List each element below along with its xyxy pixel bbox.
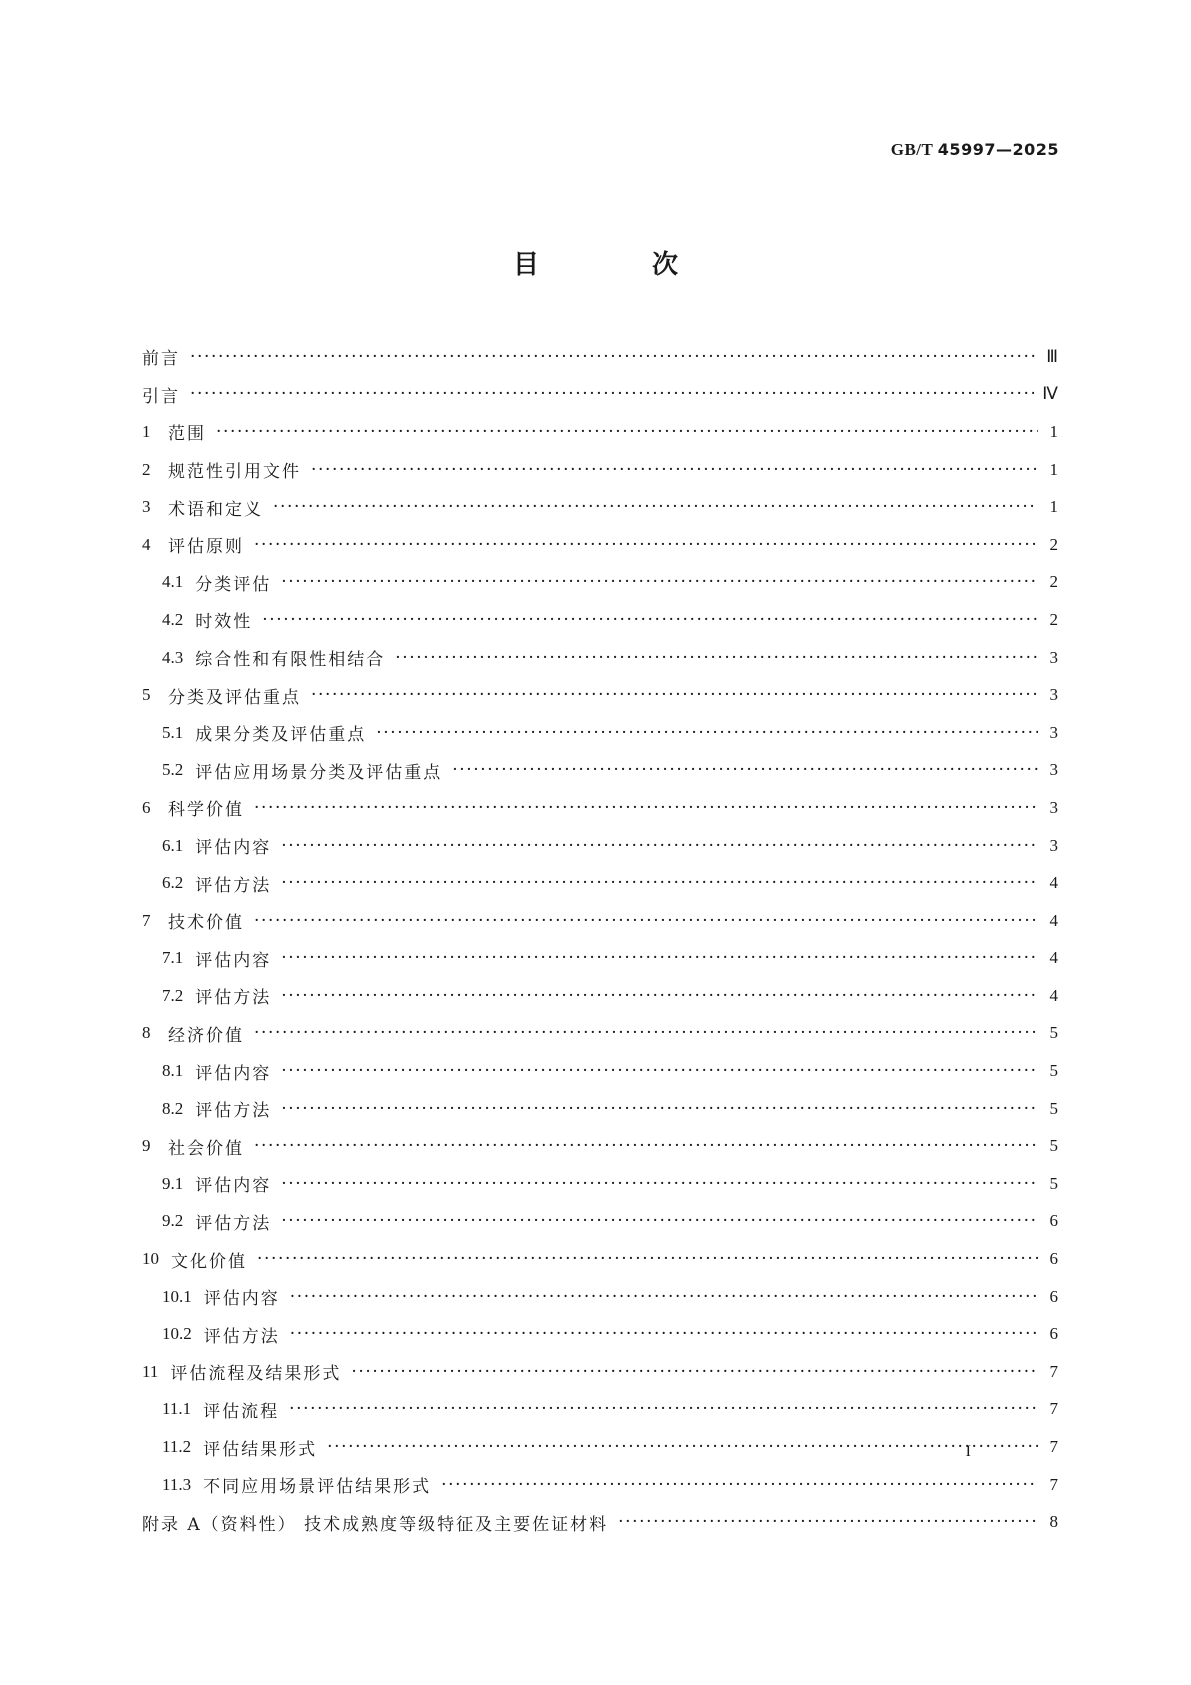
toc-section-number: 6.1 xyxy=(162,835,184,855)
toc-page-number: 5 xyxy=(1049,1136,1058,1156)
toc-entry[interactable] xyxy=(142,864,1058,902)
toc-entry-title: 科学价值 xyxy=(168,800,244,821)
toc-entry[interactable] xyxy=(142,1466,1058,1504)
toc-leader-dots xyxy=(257,1249,1038,1269)
toc-entry[interactable] xyxy=(142,977,1058,1015)
toc-entry[interactable] xyxy=(142,1203,1058,1241)
toc-entry-title: 社会价值 xyxy=(168,1138,244,1159)
toc-section-number: 2 xyxy=(142,459,151,479)
toc-entry-title: 时效性 xyxy=(195,612,253,633)
toc-section-number: 4.1 xyxy=(162,572,184,592)
toc-entry-title: 评估流程 xyxy=(203,1401,280,1422)
toc-page-number: 5 xyxy=(1049,1173,1058,1193)
toc-entry[interactable] xyxy=(142,940,1058,978)
toc-entry[interactable] xyxy=(142,338,1058,376)
toc-entry[interactable] xyxy=(142,1090,1058,1128)
toc-leader-dots xyxy=(281,873,1038,893)
toc-page-number: 3 xyxy=(1049,760,1058,780)
toc-leader-dots xyxy=(281,836,1038,856)
toc-leader-dots xyxy=(190,384,1034,404)
toc-section-number: 7 xyxy=(142,910,151,930)
toc-section-number: 5.2 xyxy=(162,760,184,780)
toc-entry[interactable] xyxy=(142,827,1058,865)
toc-entry-title: 评估流程及结果形式 xyxy=(170,1364,342,1385)
toc-leader-dots xyxy=(254,535,1038,555)
toc-entry-title: 评估方法 xyxy=(195,1213,272,1234)
toc-section-number: 6.2 xyxy=(162,873,184,893)
toc-leader-dots xyxy=(281,1099,1038,1119)
toc-leader-dots xyxy=(262,610,1038,630)
toc-entry[interactable] xyxy=(142,1315,1058,1353)
toc-entry-title: 评估应用场景分类及评估重点 xyxy=(195,762,443,783)
toc-section-number: 8.1 xyxy=(162,1061,184,1081)
toc-entry-title: 评估方法 xyxy=(195,1101,272,1122)
toc-entry-title: 评估结果形式 xyxy=(203,1439,318,1460)
footer-page-number: I xyxy=(965,1443,971,1460)
toc-section-number: 9 xyxy=(142,1136,151,1156)
toc-page-number: 1 xyxy=(1049,497,1058,517)
toc-entry-title: 评估内容 xyxy=(195,1063,272,1084)
toc-page-number: 3 xyxy=(1049,647,1058,667)
toc-section-number: 9.1 xyxy=(162,1173,184,1193)
standard-code xyxy=(891,140,1059,160)
toc-entry[interactable] xyxy=(142,1278,1058,1316)
toc-leader-dots xyxy=(254,911,1038,931)
toc-section-number: 7.2 xyxy=(162,985,184,1005)
toc-entry-title: 技术价值 xyxy=(168,913,244,934)
toc-entry-title: 评估方法 xyxy=(195,875,272,896)
toc-page-number: 2 xyxy=(1049,572,1058,592)
toc-section-number: 1 xyxy=(142,421,151,441)
toc-entry[interactable] xyxy=(142,376,1058,414)
toc-page-number: 3 xyxy=(1049,685,1058,705)
toc-page-number: 5 xyxy=(1049,1098,1058,1118)
toc-entry-title: 评估内容 xyxy=(203,1289,280,1310)
toc-leader-dots xyxy=(290,1287,1038,1307)
toc-page-number: 1 xyxy=(1049,421,1058,441)
toc-entry-title: 评估内容 xyxy=(195,838,272,859)
toc-entry[interactable] xyxy=(142,1353,1058,1391)
toc-leader-dots xyxy=(281,1174,1038,1194)
toc-leader-dots xyxy=(311,460,1038,480)
toc-section-number: 4.2 xyxy=(162,609,184,629)
toc-entry[interactable] xyxy=(142,1428,1058,1466)
toc-entry[interactable] xyxy=(142,488,1058,526)
toc-page-number: 4 xyxy=(1049,873,1058,893)
standard-code-number: 45997—2025 xyxy=(937,140,1059,159)
toc-entry[interactable] xyxy=(142,1127,1058,1165)
toc-entry-title: 评估内容 xyxy=(195,1176,272,1197)
page-title: 目 次 xyxy=(512,250,731,280)
standard-code-prefix: GB/T xyxy=(890,140,934,159)
toc-entry-title: 文化价值 xyxy=(171,1251,247,1272)
toc-leader-dots xyxy=(281,948,1038,968)
toc-leader-dots xyxy=(452,760,1038,780)
toc-page-number: 7 xyxy=(1049,1361,1058,1381)
toc-page-number: 6 xyxy=(1049,1249,1058,1269)
toc-entry[interactable] xyxy=(142,526,1058,564)
toc-page-number: 6 xyxy=(1049,1324,1058,1344)
toc-leader-dots xyxy=(441,1475,1038,1495)
toc-section-number: 11 xyxy=(142,1361,159,1381)
toc-page-number: Ⅲ xyxy=(1046,346,1058,366)
toc-entry[interactable] xyxy=(142,902,1058,940)
toc-entry[interactable] xyxy=(142,1503,1058,1541)
toc-section-number: 4.3 xyxy=(162,647,184,667)
toc-entry-title: 经济价值 xyxy=(168,1025,244,1046)
toc-entry-title: 不同应用场景评估结果形式 xyxy=(203,1477,432,1498)
toc-page-number: 7 xyxy=(1049,1399,1058,1419)
toc-leader-dots xyxy=(290,1324,1038,1344)
toc-section-number: 4 xyxy=(142,534,151,554)
toc-entry-title: 分类评估 xyxy=(195,574,272,595)
toc-entry-title: 范围 xyxy=(168,424,206,445)
toc-entry-title: 术语和定义 xyxy=(168,499,263,520)
toc-entry-title: 成果分类及评估重点 xyxy=(195,725,367,746)
toc-entry-title: 前言 xyxy=(142,349,180,370)
toc-page-number: 6 xyxy=(1049,1286,1058,1306)
toc-section-number: 8 xyxy=(142,1023,151,1043)
toc-leader-dots xyxy=(281,572,1038,592)
toc-entry-title: 规范性引用文件 xyxy=(168,462,301,483)
toc-page-number: 2 xyxy=(1049,609,1058,629)
toc-section-number: 3 xyxy=(142,497,151,517)
toc-entry[interactable] xyxy=(142,1015,1058,1053)
toc-entry[interactable] xyxy=(142,413,1058,451)
toc-page-number: 7 xyxy=(1049,1437,1058,1457)
toc-entry-title: 评估方法 xyxy=(203,1326,280,1347)
toc-section-number: 11.2 xyxy=(162,1437,192,1457)
table-of-contents xyxy=(142,338,1058,1541)
toc-entry[interactable] xyxy=(142,752,1058,790)
toc-leader-dots xyxy=(281,986,1038,1006)
toc-page-number: 4 xyxy=(1049,948,1058,968)
toc-page-number: 4 xyxy=(1049,985,1058,1005)
toc-section-number: 6 xyxy=(142,797,151,817)
toc-page-number: 5 xyxy=(1049,1023,1058,1043)
toc-leader-dots xyxy=(618,1512,1038,1532)
toc-section-number: 10.2 xyxy=(162,1324,192,1344)
toc-section-number: 11.1 xyxy=(162,1399,192,1419)
toc-section-number: 5 xyxy=(142,685,151,705)
toc-section-number: 7.1 xyxy=(162,948,184,968)
toc-entry[interactable] xyxy=(142,789,1058,827)
toc-leader-dots xyxy=(273,497,1038,517)
toc-page-number: 5 xyxy=(1049,1061,1058,1081)
toc-entry[interactable] xyxy=(142,451,1058,489)
toc-leader-dots xyxy=(254,1023,1038,1043)
toc-section-number: 10.1 xyxy=(162,1286,192,1306)
toc-section-number: 5.1 xyxy=(162,722,184,742)
toc-entry-title: 附录 A（资料性） 技术成熟度等级特征及主要佐证材料 xyxy=(142,1514,609,1535)
toc-page-number: 1 xyxy=(1049,459,1058,479)
toc-page-number: 3 xyxy=(1049,722,1058,742)
toc-section-number: 9.2 xyxy=(162,1211,184,1231)
toc-entry-title: 评估内容 xyxy=(195,950,272,971)
toc-leader-dots xyxy=(254,798,1038,818)
toc-leader-dots xyxy=(311,685,1038,705)
toc-entry-title: 分类及评估重点 xyxy=(168,687,301,708)
toc-page-number: 7 xyxy=(1049,1474,1058,1494)
toc-entry[interactable] xyxy=(142,1240,1058,1278)
toc-leader-dots xyxy=(281,1211,1038,1231)
toc-leader-dots xyxy=(395,648,1038,668)
toc-page-number: 6 xyxy=(1049,1211,1058,1231)
toc-entry[interactable] xyxy=(142,714,1058,752)
toc-entry[interactable] xyxy=(142,1165,1058,1203)
toc-leader-dots xyxy=(327,1437,1038,1457)
toc-entry[interactable] xyxy=(142,1391,1058,1429)
toc-entry-title: 评估原则 xyxy=(168,537,244,558)
toc-page-number: 8 xyxy=(1049,1512,1058,1532)
toc-leader-dots xyxy=(281,1061,1038,1081)
toc-leader-dots xyxy=(216,422,1038,442)
toc-entry[interactable] xyxy=(142,1052,1058,1090)
toc-entry-title: 综合性和有限性相结合 xyxy=(195,650,386,671)
toc-section-number: 11.3 xyxy=(162,1474,192,1494)
toc-entry[interactable] xyxy=(142,639,1058,677)
toc-leader-dots xyxy=(190,347,1038,367)
toc-page-number: 3 xyxy=(1049,797,1058,817)
toc-leader-dots xyxy=(254,1136,1038,1156)
toc-leader-dots xyxy=(289,1399,1038,1419)
toc-entry[interactable] xyxy=(142,601,1058,639)
toc-leader-dots xyxy=(376,723,1038,743)
toc-entry[interactable] xyxy=(142,564,1058,602)
toc-page-number: 2 xyxy=(1049,534,1058,554)
toc-page-number: 4 xyxy=(1049,910,1058,930)
toc-entry[interactable] xyxy=(142,676,1058,714)
toc-section-number: 8.2 xyxy=(162,1098,184,1118)
toc-leader-dots xyxy=(351,1362,1038,1382)
toc-page-number: 3 xyxy=(1049,835,1058,855)
toc-section-number: 10 xyxy=(142,1249,159,1269)
toc-page-number: Ⅳ xyxy=(1042,384,1058,404)
toc-entry-title: 引言 xyxy=(142,386,180,407)
toc-entry-title: 评估方法 xyxy=(195,988,272,1009)
